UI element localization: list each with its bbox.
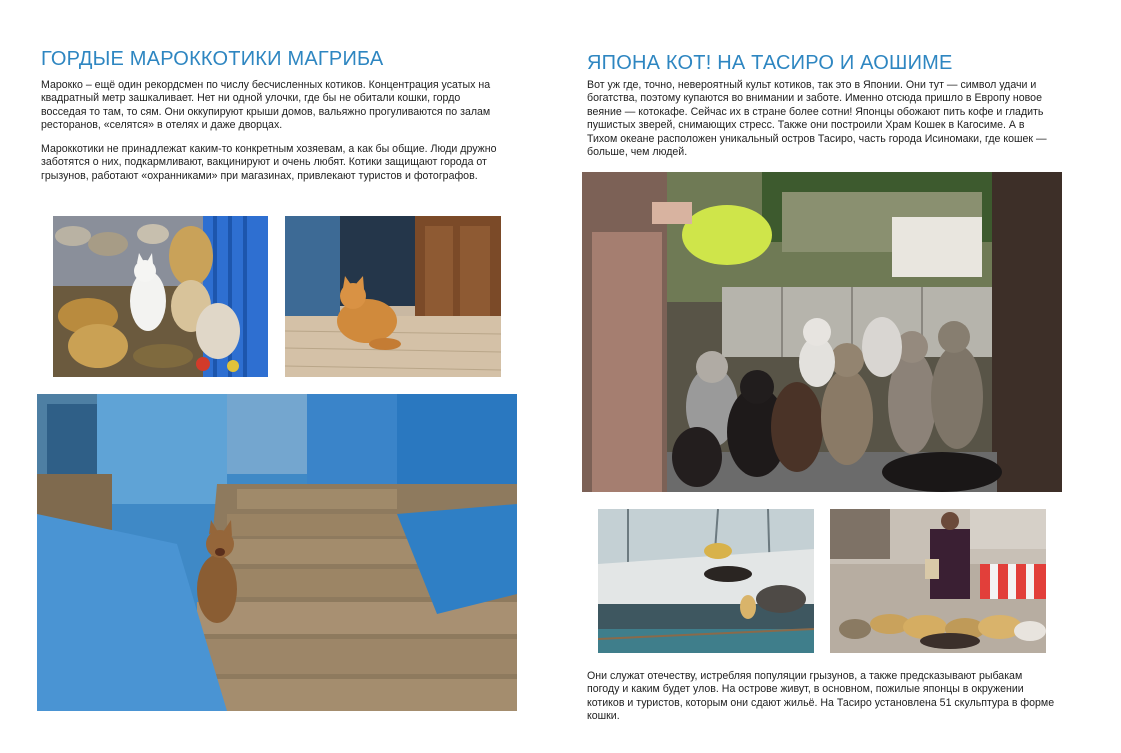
left-paragraph-1: Марокко – ещё один рекордсмен по числу бесчисленных котиков. Концентрация усатых на квадратный метр зашкаливает. Нет ни одной улочки, где бы не обитали кошки, гордо восседая то там, то сям. Они оккупируют крыши домов, вальяжно прогуливаются по залам ресторанов, «селятся» в отелях и даже дворцах. [41,79,491,132]
photo-cats-feeding-crowd [582,172,1062,492]
photo-woman-feeding-cats [830,509,1046,653]
photo-cats-harbour-boats [598,509,814,653]
photo-cat-baskets [53,216,268,377]
left-paragraph-2: Мароккотики не принадлежат каким-то конкретным хозяевам, а как бы общие. Люди дружно заботятся о них, подкармливают, вакцинируют и очень любят. Котики защищают города от грызунов, работают «охранниками» при магазинах, привлекают туристов и фотографов. [41,143,497,182]
photo-ginger-cat-doorway [285,216,501,377]
photo-cat-blue-stairs [37,394,517,711]
right-paragraph-1: Вот уж где, точно, невероятный культ котиков, так это в Японии. Они тут — символ удачи и богатства, поэтому купаются во внимании и заботе. Именно отсюда пришло в Европу новое веяние — котокафе. Сейчас их в стране более сотни! Японцы обожают пить кофе и гладить пушистых зверей, снимающих стресс. Также они построили Храм Кошек в Кагосиме. А в Тихом океане расположен уникальный остров Тасиро, часть города Исиномаки, где кошек — больше, чем людей. [587,79,1047,159]
right-article-title: ЯПОНА КОТ! НА ТАСИРО И АОШИМЕ [587,52,953,74]
left-article-title: ГОРДЫЕ МАРОККОТИКИ МАГРИБА [41,48,384,70]
right-paragraph-2: Они служат отечеству, истребляя популяции грызунов, а также предсказывают рыбакам погоду и каким будет улов. На острове живут, в основном, пожилые японцы в окружении котиков и туристов, которым они сдают жильё. На Тасиро установлена 51 скульптура в форме кошки. [587,670,1055,723]
